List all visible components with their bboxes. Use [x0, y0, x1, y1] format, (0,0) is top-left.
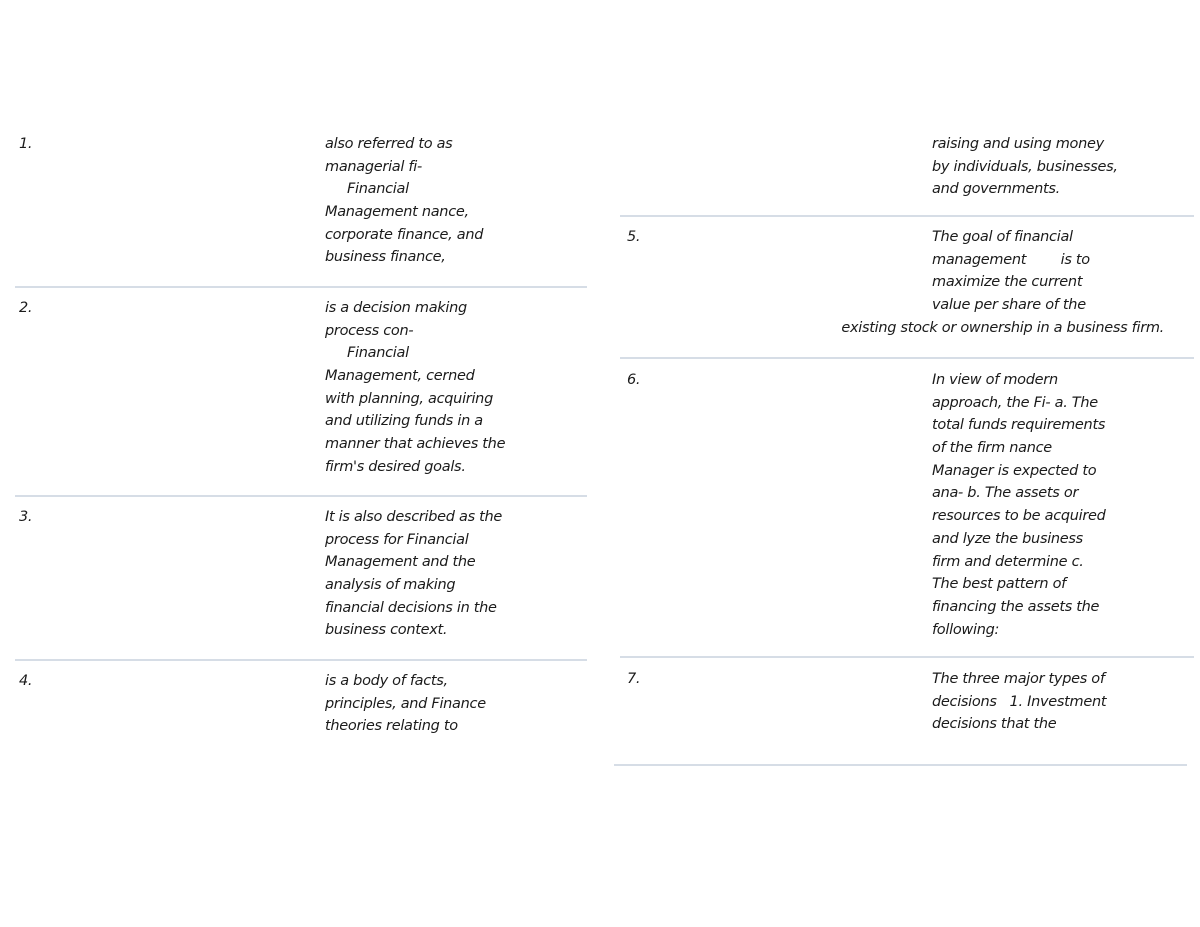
text-line: firm and determine c.	[932, 553, 1084, 570]
text-line: approach, the Fi- a. The	[932, 394, 1098, 411]
text-line: following:	[932, 621, 1000, 638]
text-line: management is to	[932, 251, 1090, 268]
divider	[620, 656, 1194, 658]
text-line: process con-	[325, 322, 414, 339]
divider	[614, 764, 1187, 766]
text-line: business context.	[325, 622, 448, 639]
text-line: It is also described as the	[325, 509, 503, 525]
text-line: principles, and Finance	[325, 695, 486, 712]
text-line: also referred to as	[325, 136, 453, 152]
item-number: 6.	[627, 372, 641, 388]
text-line: financial decisions in the	[325, 599, 497, 616]
item-text	[932, 668, 1106, 736]
text-line: Financial	[347, 181, 409, 198]
divider	[15, 286, 587, 288]
text-line: In view of modern	[932, 372, 1058, 388]
text-line: The best pattern of	[932, 576, 1066, 593]
item-text	[325, 670, 486, 738]
item-number: 5.	[627, 229, 641, 245]
item-number: 1.	[19, 136, 33, 152]
divider	[620, 357, 1194, 359]
text-line: maximize the current	[932, 274, 1083, 291]
text-line: analysis of making	[325, 577, 456, 594]
item-text	[932, 369, 1106, 641]
continuation-text	[932, 133, 1118, 201]
text-line: of the firm nance	[932, 440, 1052, 457]
text-line: Management, cerned	[325, 368, 475, 385]
item-number: 2.	[19, 300, 33, 316]
text-line: theories relating to	[325, 718, 458, 735]
text-line: total funds requirements	[932, 417, 1106, 434]
item-text	[325, 297, 505, 479]
text-line: corporate finance, and	[325, 226, 484, 243]
text-line: by individuals, businesses,	[932, 158, 1118, 175]
item-number: 7.	[627, 671, 641, 687]
text-line: manner that achieves the	[325, 436, 506, 453]
item-number: 3.	[19, 509, 33, 525]
text-line: raising and using money	[932, 136, 1104, 152]
item-number: 4.	[19, 673, 33, 689]
text-line: resources to be acquired	[932, 508, 1106, 525]
divider	[620, 215, 1194, 217]
text-line: is a body of facts,	[325, 673, 448, 689]
divider	[15, 659, 587, 661]
text-line: Manager is expected to	[932, 462, 1097, 479]
text-line: existing stock or ownership in a business firm.	[841, 320, 1164, 336]
text-line: decisions that the	[932, 716, 1057, 733]
text-line: and utilizing funds in a	[325, 413, 483, 430]
text-line: The goal of financial	[932, 229, 1073, 245]
text-line: business finance,	[325, 249, 446, 266]
text-line: value per share of the	[932, 297, 1086, 314]
text-line: Management and the	[325, 554, 476, 571]
text-line: managerial fi-	[325, 158, 422, 175]
item-text	[932, 226, 1090, 317]
text-line: Management nance,	[325, 204, 469, 221]
text-line: and governments.	[932, 181, 1060, 198]
text-line: financing the assets the	[932, 598, 1100, 615]
text-line: with planning, acquiring	[325, 390, 493, 407]
item-text	[325, 133, 483, 269]
item-text	[325, 506, 502, 642]
text-line: is a decision making	[325, 300, 467, 316]
divider	[15, 495, 587, 497]
text-line: and lyze the business	[932, 530, 1083, 547]
item-text-wide-line	[841, 317, 1164, 340]
text-line: decisions 1. Investment	[932, 693, 1107, 710]
text-line: firm's desired goals.	[325, 458, 466, 475]
text-line: The three major types of	[932, 671, 1105, 687]
text-line: Financial	[347, 345, 409, 362]
text-line: ana- b. The assets or	[932, 485, 1079, 502]
text-line: process for Financial	[325, 531, 469, 548]
